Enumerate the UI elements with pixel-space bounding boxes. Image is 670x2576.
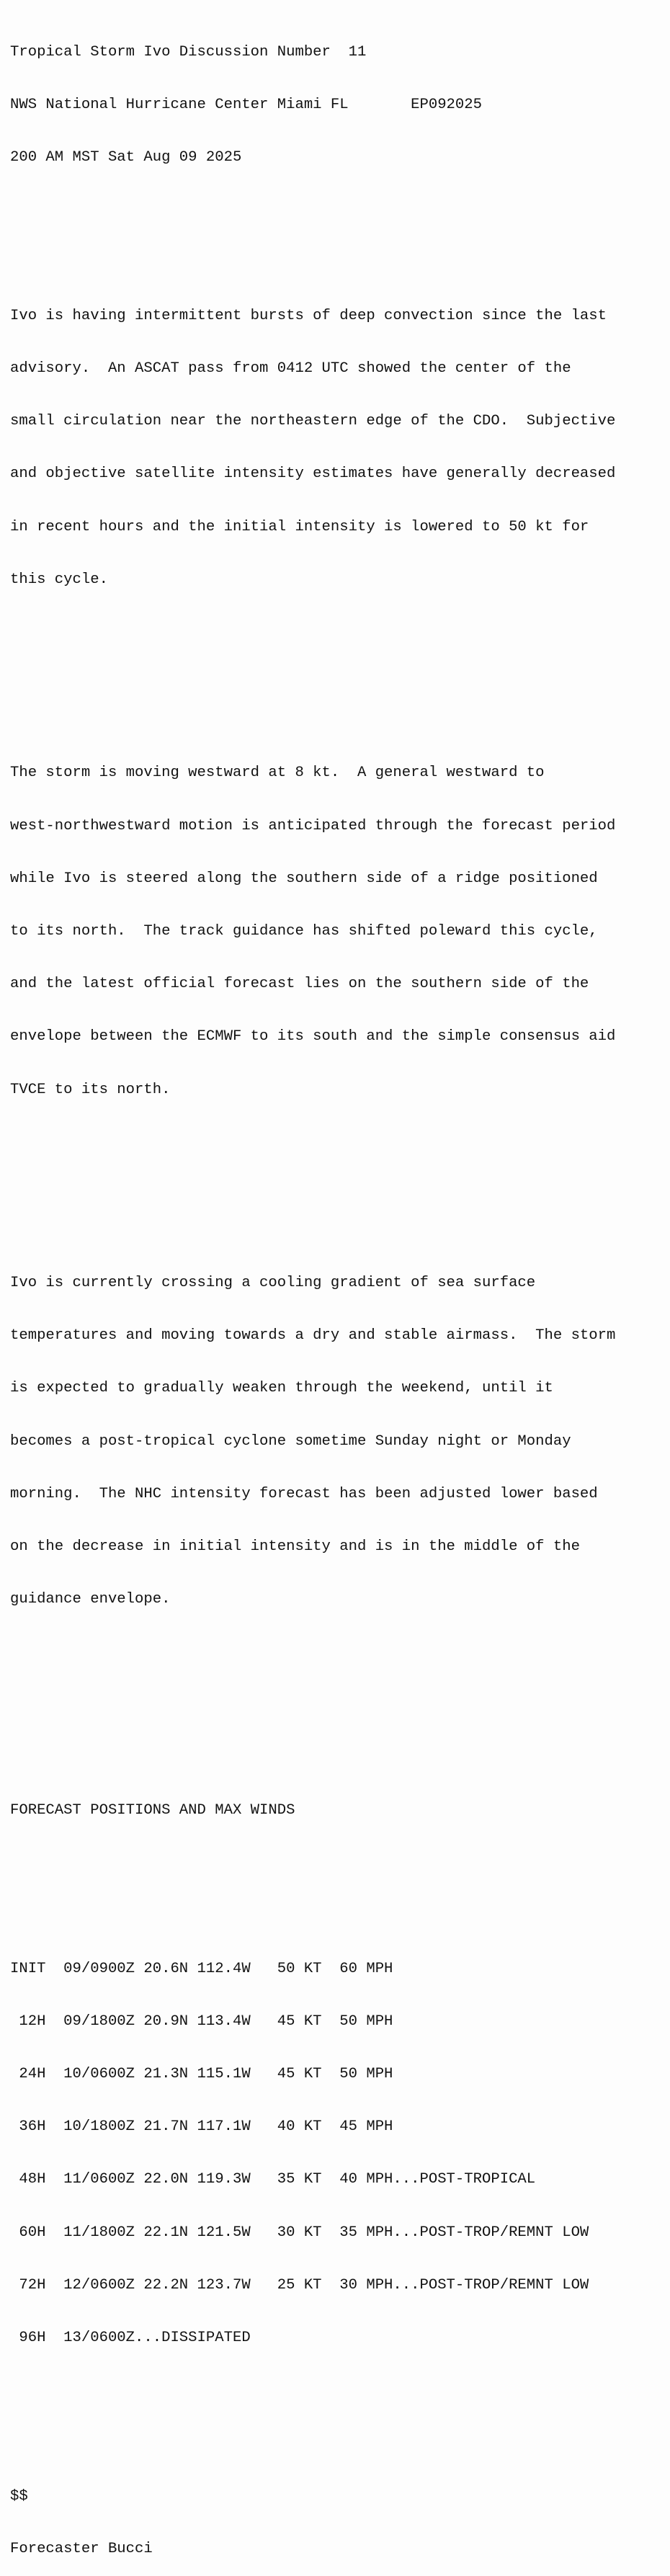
spacer (10, 1855, 662, 1872)
text-line: west-northwestward motion is anticipated through the forecast period (10, 817, 616, 834)
forecast-row: 24H 10/0600Z 21.3N 115.1W 45 KT 50 MPH (10, 2066, 393, 2083)
spacer (10, 1732, 662, 1749)
end-marker: $$ (10, 2487, 28, 2505)
text-line: becomes a post-tropical cyclone sometime Sunday night or Monday (10, 1432, 571, 1450)
forecast-row: 48H 11/0600Z 22.0N 119.3W 35 KT 40 MPH...POST-TROPICAL (10, 2171, 536, 2188)
text-line: in recent hours and the initial intensity is lowered to 50 kt for (10, 518, 589, 535)
paragraph-3 (10, 1239, 662, 1644)
text-line: morning. The NHC intensity forecast has been adjusted lower based (10, 1485, 598, 1502)
text-line: while Ivo is steered along the southern side of a ridge positioned (10, 870, 598, 887)
text-line: Ivo is currently crossing a cooling gradient of sea surface (10, 1274, 536, 1291)
text-line: guidance envelope. (10, 1591, 171, 1608)
spacer (10, 1679, 662, 1696)
forecaster-signature: Forecaster Bucci (10, 2540, 153, 2557)
forecast-row: 72H 12/0600Z 22.2N 123.7W 25 KT 30 MPH...POST-TROP/REMNT LOW (10, 2276, 589, 2294)
office-line: NWS National Hurricane Center Miami FL EP092025 (10, 97, 482, 114)
text-line: and the latest official forecast lies on the southern side of the (10, 976, 589, 993)
forecast-table (10, 1925, 662, 2382)
text-line: Ivo is having intermittent bursts of deep convection since the last (10, 307, 607, 324)
forecast-row: 60H 11/1800Z 22.1N 121.5W 30 KT 35 MPH...POST-TROP/REMNT LOW (10, 2224, 589, 2241)
text-line: small circulation near the northeastern edge of the CDO. Subjective (10, 413, 616, 430)
forecast-row: INIT 09/0900Z 20.6N 112.4W 50 KT 60 MPH (10, 1960, 393, 1977)
text-line: envelope between the ECMWF to its south and the simple consensus aid (10, 1028, 616, 1046)
forecast-row: 96H 13/0600Z...DISSIPATED (10, 2330, 251, 2347)
text-line: The storm is moving westward at 8 kt. A general westward to (10, 765, 545, 782)
text-line: to its north. The track guidance has shifted poleward this cycle, (10, 922, 598, 940)
spacer (10, 2417, 662, 2435)
discussion-document (10, 9, 662, 2576)
discussion-title: Tropical Storm Ivo Discussion Number 11 (10, 43, 367, 61)
issue-time: 200 AM MST Sat Aug 09 2025 (10, 149, 242, 166)
text-line: on the decrease in initial intensity and is in the middle of the (10, 1538, 580, 1555)
text-line: advisory. An ASCAT pass from 0412 UTC showed the center of the (10, 360, 571, 378)
spacer (10, 1169, 662, 1187)
forecast-heading: FORECAST POSITIONS AND MAX WINDS (10, 1802, 295, 1819)
text-line: temperatures and moving towards a dry and stable airmass. The storm (10, 1327, 616, 1345)
text-line: and objective satellite intensity estimates have generally decreased (10, 465, 616, 483)
paragraph-1 (10, 272, 662, 624)
forecast-row: 12H 09/1800Z 20.9N 113.4W 45 KT 50 MPH (10, 2013, 393, 2030)
forecast-row: 36H 10/1800Z 21.7N 117.1W 40 KT 45 MPH (10, 2118, 393, 2136)
text-line: is expected to gradually weaken through the weekend, until it (10, 1380, 553, 1397)
text-line: TVCE to its north. (10, 1081, 171, 1098)
text-line: this cycle. (10, 571, 108, 588)
paragraph-2 (10, 729, 662, 1133)
spacer (10, 202, 662, 219)
spacer (10, 659, 662, 677)
